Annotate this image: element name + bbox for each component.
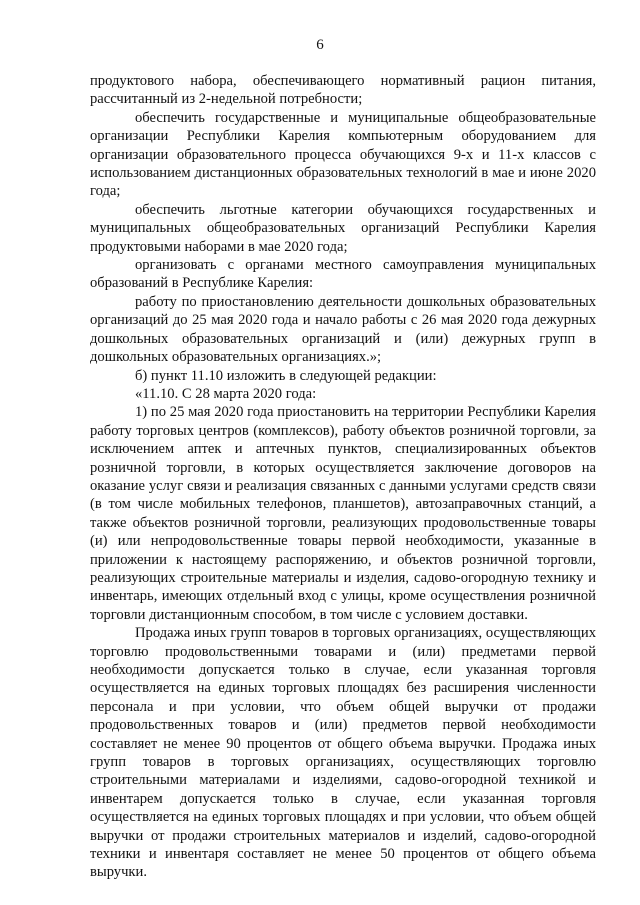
paragraph: б) пункт 11.10 изложить в следующей редакции: [135,367,437,384]
paragraph: Продажа иных групп товаров в торговых организациях, осуществляющих торговлю продовольственными товарами и (или) предметами первой необходимости допускается только в случае, если указанная торговля осуществляется на единых торговых площадях без расширения численности персонала и при условии, что объем общей выручки от продажи продовольственных товаров и (или) предметов первой необходимости составляет не менее 90 процентов от общего объема выручки. Продажа иных групп товаров в торговых организациях, осуществляющих торговлю строительными материалами и изделиями, садово-огородной техникой и инвентарем допускается только в случае, если указанная торговля осуществляется на единых торговых площадях и при условии, что объем общей выручки от продажи строительных материалов и изделий, садово-огородной техники и инвентаря составляет не менее 50 процентов от общего объема выручки. [90,625,596,881]
page-number: 6 [316,37,324,53]
paragraph: обеспечить льготные категории обучающихся государственных и муниципальных общеобразовательных организаций Республики Карелия продуктовыми наборами в мае 2020 года; [90,201,596,255]
document-body [90,72,596,882]
paragraph: работу по приостановлению деятельности дошкольных образовательных организаций до 25 мая 2020 года и начало работы с 26 мая 2020 года дежурных дошкольных образовательных организаций и (или) дежурных групп в дошкольных образовательных организациях.»; [90,293,596,366]
paragraph: «11.10. С 28 марта 2020 года: [135,385,317,402]
paragraph: обеспечить государственные и муниципальные общеобразовательные организации Республики Карелия компьютерным оборудованием для организации образовательного процесса обучающихся 9-х и 11-х классов с использованием дистанционных образовательных технологий в мае и июне 2020 года; [90,109,596,200]
paragraph: продуктового набора, обеспечивающего нормативный рацион питания, рассчитанный из 2-недельной потребности; [90,73,596,108]
paragraph: 1) по 25 мая 2020 года приостановить на территории Республики Карелия работу торговых центров (комплексов), работу объектов розничной торговли, за исключением аптек и аптечных пунктов, специализированных объектов розничной торговли, в которых осуществляется заключение договоров на оказание услуг связи и реализация связанных с данными услугами средств связи (в том числе мобильных телефонов, планшетов), автозаправочных станций, а также объектов розничной торговли, реализующих продовольственные товары (и) или непродовольственные товары первой необходимости, указанные в приложении к настоящему распоряжению, и объектов розничной торговли, реализующих строительные материалы и изделия, садово-огородную технику и инвентарь, имеющих отдельный вход с улицы, кроме осуществления розничной торговли дистанционным способом, в том числе с условием доставки. [90,404,596,623]
paragraph: организовать с органами местного самоуправления муниципальных образований в Республике Карелия: [90,257,596,292]
